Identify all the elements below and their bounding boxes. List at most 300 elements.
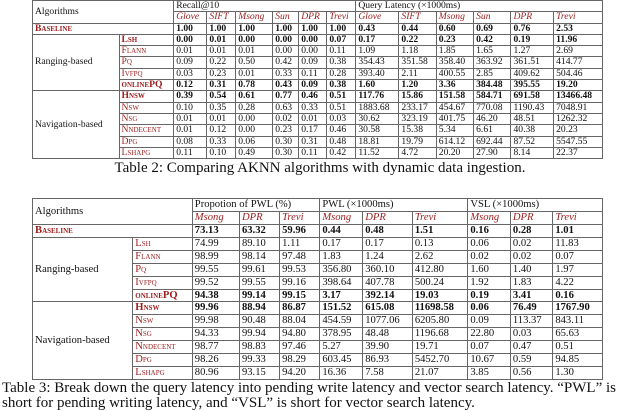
algorithm-name: Nsw (119, 102, 174, 113)
table-row-baseline (33, 23, 603, 34)
algorithm-name: onlinePQ (133, 289, 193, 302)
cell-value: 0.30 (273, 147, 299, 158)
cell-value: 354.43 (356, 57, 399, 68)
cell-value: 1196.68 (412, 328, 468, 341)
cell-value: 0.00 (236, 34, 273, 45)
cell-value: 0.13 (412, 237, 468, 250)
table-2 (32, 0, 603, 159)
cell-value: 401.75 (436, 113, 473, 124)
dataset-header: Trevi (412, 212, 468, 225)
cell-value: 3.85 (468, 366, 511, 379)
dataset-header: Msong (436, 12, 473, 23)
cell-value: 0.19 (511, 34, 554, 45)
cell-value: 15.38 (399, 125, 436, 136)
cell-value: 1.60 (468, 263, 511, 276)
cell-value: 0.02 (273, 113, 299, 124)
cell-value: 0.02 (510, 237, 552, 250)
cell-value: 1.51 (412, 224, 468, 237)
cell-value: 1.83 (510, 276, 552, 289)
algorithm-name: Baseline (33, 224, 193, 237)
cell-value: 97.46 (280, 341, 320, 354)
table-row (33, 34, 603, 45)
cell-value: 5.34 (436, 125, 473, 136)
cell-value: 0.69 (474, 23, 511, 34)
cell-value: 3.41 (510, 289, 552, 302)
cell-value: 19.79 (399, 136, 436, 147)
cell-value: 1190.43 (511, 102, 554, 113)
cell-value: 88.04 (280, 315, 320, 328)
algorithm-name: Lsh (133, 237, 193, 250)
cell-value: 0.47 (510, 341, 552, 354)
cell-value: 454.67 (436, 102, 473, 113)
cell-value: 360.10 (363, 263, 413, 276)
cell-value: 0.39 (174, 91, 207, 102)
cell-value: 233.17 (399, 102, 436, 113)
cell-value: 11.83 (553, 237, 603, 250)
cell-value: 0.22 (207, 57, 236, 68)
cell-value: 87.52 (511, 136, 554, 147)
cell-value: 22.80 (468, 328, 511, 341)
cell-value: 7.58 (363, 366, 413, 379)
algorithm-name: Dpg (133, 354, 193, 367)
algorithm-name: Nndecent (133, 341, 193, 354)
cell-value: 113.37 (510, 315, 552, 328)
cell-value: 0.59 (510, 354, 552, 367)
cell-value: 0.00 (273, 34, 299, 45)
cell-value: 0.17 (299, 125, 327, 136)
cell-value: 0.49 (236, 147, 273, 158)
cell-value: 0.07 (468, 341, 511, 354)
cell-value: 73.13 (192, 224, 239, 237)
cell-value: 117.76 (356, 91, 399, 102)
cell-value: 99.15 (280, 289, 320, 302)
cell-value: 11.52 (356, 147, 399, 158)
cell-value: 0.10 (174, 102, 207, 113)
cell-value: 0.44 (399, 23, 436, 34)
cell-value: 843.11 (553, 315, 603, 328)
dataset-header: Msong (320, 212, 363, 225)
cell-value: 20.20 (436, 147, 473, 158)
cell-value: 0.77 (273, 91, 299, 102)
cell-value: 48.48 (363, 328, 413, 341)
cell-value: 1.65 (474, 46, 511, 57)
cell-value: 2.69 (554, 46, 603, 57)
cell-value: 0.28 (510, 224, 552, 237)
cell-value: 2.62 (412, 250, 468, 263)
cell-value: 0.51 (553, 341, 603, 354)
cell-value: 48.51 (511, 113, 554, 124)
cell-value: 1.11 (280, 237, 320, 250)
algorithm-name: onlinePQ (119, 80, 174, 91)
algorithm-name: Lshapg (119, 147, 174, 158)
cell-value: 19.03 (412, 289, 468, 302)
cell-value: 0.51 (327, 91, 356, 102)
cell-value: 400.55 (436, 68, 473, 79)
cell-value: 65.63 (553, 328, 603, 341)
cell-value: 0.01 (174, 113, 207, 124)
dataset-header: SIFT (399, 12, 436, 23)
cell-value: 0.61 (236, 91, 273, 102)
table-row (33, 237, 603, 250)
cell-value: 770.08 (474, 102, 511, 113)
dataset-header: Trevi (327, 12, 356, 23)
cell-value: 0.03 (174, 68, 207, 79)
algorithm-name: Ivfpq (133, 276, 193, 289)
cell-value: 30.62 (356, 113, 399, 124)
cell-value: 407.78 (363, 276, 413, 289)
dataset-header: DPR (363, 212, 413, 225)
algorithm-name: Pq (119, 57, 174, 68)
cell-value: 0.76 (511, 23, 554, 34)
cell-value: 0.38 (327, 80, 356, 91)
cell-value: 351.58 (399, 57, 436, 68)
cell-value: 615.08 (363, 302, 413, 315)
cell-value: 1767.90 (553, 302, 603, 315)
algorithm-name: Dpg (119, 136, 174, 147)
cell-value: 0.33 (207, 136, 236, 147)
cell-value: 0.56 (510, 366, 552, 379)
cell-value: 0.00 (299, 46, 327, 57)
dataset-header: Msong (236, 12, 273, 23)
cell-value: 378.95 (320, 328, 363, 341)
cell-value: 0.23 (207, 68, 236, 79)
cell-value: 46.20 (474, 113, 511, 124)
cell-value: 0.17 (356, 34, 399, 45)
dataset-header: Trevi (554, 12, 603, 23)
algorithm-name: Baseline (33, 23, 174, 34)
cell-value: 0.42 (327, 147, 356, 158)
cell-value: 151.58 (436, 91, 473, 102)
cell-value: 0.60 (436, 23, 473, 34)
algorithm-name: Flann (119, 46, 174, 57)
cell-value: 0.01 (207, 34, 236, 45)
cell-value: 504.46 (554, 68, 603, 79)
cell-value: 0.16 (468, 224, 511, 237)
cell-value: 0.06 (236, 136, 273, 147)
algorithm-name: Ivfpq (119, 68, 174, 79)
cell-value: 0.63 (273, 102, 299, 113)
cell-value: 5452.70 (412, 354, 468, 367)
cell-value: 584.71 (474, 91, 511, 102)
cell-value: 323.19 (399, 113, 436, 124)
cell-value: 0.33 (299, 102, 327, 113)
algorithm-group-label: Ranging-based (33, 237, 133, 302)
cell-value: 414.77 (554, 57, 603, 68)
cell-value: 99.16 (280, 276, 320, 289)
cell-value: 2.85 (474, 68, 511, 79)
cell-value: 0.33 (273, 68, 299, 79)
cell-value: 1.27 (511, 46, 554, 57)
dataset-header: DPR (299, 12, 327, 23)
table-3-caption: Table 3: Break down the query latency into pending write latency and vector search latency. “PWL” is short for pending writing latency, and “VSL” is short for vector search latency. (2, 379, 616, 411)
cell-value: 0.51 (327, 102, 356, 113)
cell-value: 1.00 (236, 23, 273, 34)
cell-value: 395.55 (511, 80, 554, 91)
cell-value: 0.50 (236, 57, 273, 68)
algorithms-header: Algorithms (33, 199, 193, 225)
cell-value: 99.33 (239, 354, 279, 367)
cell-value: 0.07 (553, 250, 603, 263)
cell-value: 0.09 (299, 80, 327, 91)
cell-value: 99.55 (192, 263, 239, 276)
algorithm-group-label: Navigation-based (33, 91, 120, 159)
cell-value: 692.44 (474, 136, 511, 147)
cell-value: 97.48 (280, 250, 320, 263)
cell-value: 1.00 (299, 23, 327, 34)
algorithm-name: Hnsw (133, 302, 193, 315)
cell-value: 1.92 (468, 276, 511, 289)
cell-value: 0.06 (468, 302, 511, 315)
table-3 (32, 198, 603, 380)
dataset-header: Glove (356, 12, 399, 23)
cell-value: 19.71 (412, 341, 468, 354)
cell-value: 1.01 (553, 224, 603, 237)
cell-value: 0.11 (327, 46, 356, 57)
cell-value: 99.14 (239, 289, 279, 302)
cell-value: 0.16 (553, 289, 603, 302)
cell-value: 0.17 (320, 237, 363, 250)
cell-value: 3.36 (436, 80, 473, 91)
cell-value: 0.11 (299, 68, 327, 79)
cell-value: 1.24 (363, 250, 413, 263)
cell-value: 18.81 (356, 136, 399, 147)
dataset-header: Trevi (280, 212, 320, 225)
cell-value: 614.12 (436, 136, 473, 147)
cell-value: 0.43 (273, 80, 299, 91)
cell-value: 0.02 (468, 250, 511, 263)
cell-value: 98.83 (239, 341, 279, 354)
cell-value: 1.83 (320, 250, 363, 263)
cell-value: 1.00 (327, 23, 356, 34)
dataset-header: Sun (474, 12, 511, 23)
algorithm-name: Lsh (119, 34, 174, 45)
cell-value: 98.77 (192, 341, 239, 354)
cell-value: 0.31 (299, 136, 327, 147)
column-group-header: VSL (×1000ms) (468, 199, 603, 212)
cell-value: 384.48 (474, 80, 511, 91)
cell-value: 1.30 (553, 366, 603, 379)
cell-value: 0.03 (327, 113, 356, 124)
dataset-header: DPR (239, 212, 279, 225)
cell-value: 94.38 (192, 289, 239, 302)
cell-value: 0.42 (273, 57, 299, 68)
cell-value: 59.96 (280, 224, 320, 237)
cell-value: 0.46 (327, 125, 356, 136)
cell-value: 0.35 (207, 102, 236, 113)
cell-value: 0.07 (327, 34, 356, 45)
cell-value: 151.52 (320, 302, 363, 315)
algorithm-name: Pq (133, 263, 193, 276)
cell-value: 98.14 (239, 250, 279, 263)
cell-value: 99.61 (239, 263, 279, 276)
cell-value: 0.78 (236, 80, 273, 91)
cell-value: 4.72 (399, 147, 436, 158)
cell-value: 0.38 (327, 57, 356, 68)
cell-value: 98.29 (280, 354, 320, 367)
cell-value: 0.17 (363, 237, 413, 250)
algorithm-name: Hnsw (119, 91, 174, 102)
cell-value: 1.09 (356, 46, 399, 57)
dataset-header: Trevi (553, 212, 603, 225)
cell-value: 99.98 (192, 315, 239, 328)
cell-value: 393.40 (356, 68, 399, 79)
cell-value: 1.18 (399, 46, 436, 57)
cell-value: 0.12 (207, 125, 236, 136)
cell-value: 0.06 (468, 237, 511, 250)
cell-value: 86.87 (280, 302, 320, 315)
cell-value: 6205.80 (412, 315, 468, 328)
cell-value: 0.00 (299, 34, 327, 45)
table-row-baseline (33, 224, 603, 237)
column-group-header: Query Latency (×1000ms) (356, 1, 603, 12)
cell-value: 398.64 (320, 276, 363, 289)
cell-value: 2.11 (399, 68, 436, 79)
cell-value: 8.14 (511, 147, 554, 158)
cell-value: 11698.58 (412, 302, 468, 315)
cell-value: 2.53 (554, 23, 603, 34)
cell-value: 76.49 (510, 302, 552, 315)
cell-value: 0.01 (236, 68, 273, 79)
cell-value: 454.59 (320, 315, 363, 328)
dataset-header: DPR (511, 12, 554, 23)
cell-value: 0.48 (327, 136, 356, 147)
cell-value: 5.27 (320, 341, 363, 354)
cell-value: 1077.06 (363, 315, 413, 328)
cell-value: 4.22 (553, 276, 603, 289)
cell-value: 3.17 (320, 289, 363, 302)
dataset-header: Sun (273, 12, 299, 23)
dataset-header: Glove (174, 12, 207, 23)
cell-value: 99.52 (192, 276, 239, 289)
cell-value: 0.23 (436, 34, 473, 45)
cell-value: 0.01 (207, 46, 236, 57)
cell-value: 0.54 (207, 91, 236, 102)
cell-value: 1.85 (436, 46, 473, 57)
cell-value: 0.09 (299, 57, 327, 68)
dataset-header: Msong (468, 212, 511, 225)
cell-value: 22.37 (554, 147, 603, 158)
header-row (33, 1, 603, 12)
cell-value: 86.93 (363, 354, 413, 367)
algorithm-name: Nsg (133, 328, 193, 341)
cell-value: 0.48 (363, 224, 413, 237)
cell-value: 691.58 (511, 91, 554, 102)
cell-value: 0.00 (174, 34, 207, 45)
cell-value: 0.09 (174, 57, 207, 68)
cell-value: 1.00 (207, 23, 236, 34)
cell-value: 1.20 (399, 80, 436, 91)
cell-value: 0.08 (174, 136, 207, 147)
cell-value: 93.15 (239, 366, 279, 379)
cell-value: 363.92 (474, 57, 511, 68)
cell-value: 94.33 (192, 328, 239, 341)
cell-value: 0.28 (327, 68, 356, 79)
cell-value: 98.99 (192, 250, 239, 263)
algorithm-group-label: Navigation-based (33, 302, 133, 379)
cell-value: 1883.68 (356, 102, 399, 113)
cell-value: 20.23 (554, 125, 603, 136)
dataset-header: DPR (510, 212, 552, 225)
dataset-header: SIFT (207, 12, 236, 23)
cell-value: 27.90 (474, 147, 511, 158)
table-2-caption: Table 2: Comparing AKNN algorithms with dynamic data ingestion. (114, 160, 526, 177)
cell-value: 0.01 (207, 113, 236, 124)
cell-value: 1.60 (356, 80, 399, 91)
cell-value: 19.20 (554, 80, 603, 91)
algorithm-name: Nndecent (119, 125, 174, 136)
cell-value: 94.85 (553, 354, 603, 367)
cell-value: 0.30 (273, 136, 299, 147)
column-group-header: Recall@10 (174, 1, 356, 12)
cell-value: 0.01 (174, 125, 207, 136)
cell-value: 0.02 (510, 250, 552, 263)
cell-value: 0.12 (174, 80, 207, 91)
algorithms-header: Algorithms (33, 1, 174, 24)
cell-value: 30.58 (356, 125, 399, 136)
algorithm-name: Nsw (133, 315, 193, 328)
cell-value: 0.31 (207, 80, 236, 91)
cell-value: 0.46 (299, 91, 327, 102)
cell-value: 0.01 (299, 113, 327, 124)
cell-value: 99.55 (239, 276, 279, 289)
cell-value: 0.42 (474, 34, 511, 45)
algorithm-name: Nsg (119, 113, 174, 124)
header-row (33, 199, 603, 212)
cell-value: 361.51 (511, 57, 554, 68)
cell-value: 5547.55 (554, 136, 603, 147)
cell-value: 74.99 (192, 237, 239, 250)
cell-value: 99.53 (280, 263, 320, 276)
cell-value: 88.94 (239, 302, 279, 315)
cell-value: 356.80 (320, 263, 363, 276)
cell-value: 0.10 (207, 147, 236, 158)
cell-value: 15.86 (399, 91, 436, 102)
algorithm-group-label: Ranging-based (33, 34, 120, 90)
column-group-header: Propotion of PWL (%) (192, 199, 320, 212)
algorithm-name: Lshapg (133, 366, 193, 379)
cell-value: 10.67 (468, 354, 511, 367)
cell-value: 0.00 (236, 125, 273, 136)
cell-value: 0.01 (236, 46, 273, 57)
cell-value: 99.96 (192, 302, 239, 315)
cell-value: 0.11 (299, 147, 327, 158)
cell-value: 16.36 (320, 366, 363, 379)
table-row (33, 91, 603, 102)
cell-value: 500.24 (412, 276, 468, 289)
column-group-header: PWL (×1000ms) (320, 199, 468, 212)
cell-value: 0.03 (510, 328, 552, 341)
cell-value: 0.19 (468, 289, 511, 302)
cell-value: 358.40 (436, 57, 473, 68)
dataset-header: Msong (192, 212, 239, 225)
cell-value: 0.22 (399, 34, 436, 45)
cell-value: 0.44 (320, 224, 363, 237)
cell-value: 0.43 (356, 23, 399, 34)
cell-value: 21.07 (412, 366, 468, 379)
cell-value: 11.96 (554, 34, 603, 45)
cell-value: 40.38 (511, 125, 554, 136)
cell-value: 0.09 (468, 315, 511, 328)
cell-value: 63.32 (239, 224, 279, 237)
algorithm-name: Flann (133, 250, 193, 263)
cell-value: 1.00 (174, 23, 207, 34)
cell-value: 1.97 (553, 263, 603, 276)
cell-value: 0.00 (273, 46, 299, 57)
cell-value: 1.00 (273, 23, 299, 34)
cell-value: 603.45 (320, 354, 363, 367)
cell-value: 94.20 (280, 366, 320, 379)
cell-value: 412.80 (412, 263, 468, 276)
